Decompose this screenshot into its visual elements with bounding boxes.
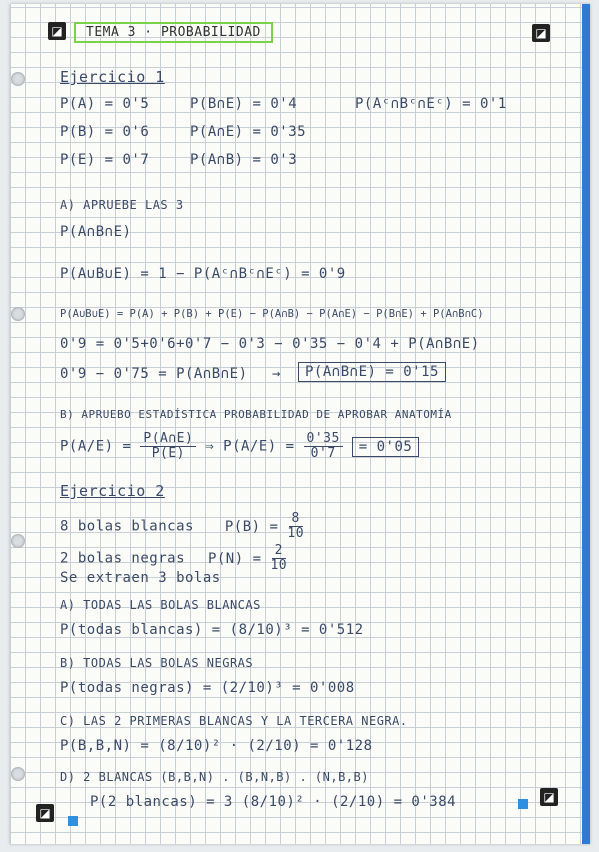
arrow-icon: →: [272, 366, 281, 382]
notebook-page: [10, 4, 590, 844]
given-pae: P(A∩E) = 0'35: [190, 124, 307, 140]
part-b-label: B) TODAS LAS BOLAS NEGRAS: [60, 656, 254, 670]
fraction: $\frac{P(A\cap E)}{P(E)}$: [140, 432, 196, 461]
corner-logo-icon: ◪: [36, 804, 54, 822]
given-pab: P(A∩B) = 0'3: [190, 152, 298, 168]
fraction: $\frac{0'35}{0'7}$: [304, 432, 343, 461]
part-d-formula: P(2 blancas) = 3 (8/10)² · (2/10) = 0'384: [90, 794, 457, 810]
answer-a-box: P(A∩B∩E) = 0'15: [298, 362, 446, 382]
page-title: TEMA 3 · PROBABILIDAD: [74, 22, 273, 43]
part-d-label: D) 2 BLANCAS (B,B,N) . (B,N,B) . (N,B,B): [60, 770, 369, 784]
ex1-line-4: 0'9 = 0'5+0'6+0'7 − 0'3 − 0'35 − 0'4 + P(A∩B∩E): [60, 336, 480, 352]
black-balls-line: 2 bolas negras P(N) = $\frac{2}{10}$: [60, 543, 288, 573]
ex1-line-5: 0'9 − 0'75 = P(A∩B∩E): [60, 366, 248, 382]
corner-logo-icon: ◪: [532, 24, 550, 42]
binder-hole: [11, 307, 25, 321]
page-edge-stripe: [582, 4, 590, 844]
part-b-formula: P(todas negras) = (2/10)³ = 0'008: [60, 680, 355, 696]
part-c-formula: P(B,B,N) = (8/10)² · (2/10) = 0'128: [60, 738, 373, 754]
corner-logo-icon: ◪: [540, 788, 558, 806]
blue-marker-dot: [68, 816, 78, 826]
fraction: $\frac{2}{10}$: [270, 543, 288, 573]
part-a-label: A) TODAS LAS BOLAS BLANCAS: [60, 598, 261, 612]
part-b-label: B) APRUEBO ESTADÍSTICA PROBABILIDAD DE APROBAR ANATOMÍA: [60, 408, 452, 421]
part-a-label: A) APRUEBE LAS 3: [60, 198, 184, 212]
exercise-2-heading: Ejercicio 2: [60, 482, 165, 500]
given-complement: P(Aᶜ∩Bᶜ∩Eᶜ) = 0'1: [355, 96, 507, 112]
ex1-line-1: P(A∩B∩E): [60, 224, 132, 240]
corner-logo-icon: ◪: [48, 22, 66, 40]
binder-hole: [11, 72, 25, 86]
part-c-label: C) LAS 2 PRIMERAS BLANCAS Y LA TERCERA NEGRA.: [60, 714, 408, 728]
part-b-formula: [60, 432, 419, 461]
draw-statement: Se extraen 3 bolas: [60, 570, 221, 586]
given-pbe: P(B∩E) = 0'4: [190, 96, 298, 112]
part-b-mid: ⇒ P(A/E) =: [205, 438, 295, 455]
given-pa: P(A) = 0'5: [60, 96, 150, 112]
part-b-lhs: P(A/E) =: [60, 438, 132, 455]
ex1-line-2: P(A∪B∪E) = 1 − P(Aᶜ∩Bᶜ∩Eᶜ) = 0'9: [60, 266, 346, 282]
answer-b-box: = 0'05: [352, 437, 420, 457]
given-pb: P(B) = 0'6: [60, 124, 150, 140]
exercise-1-heading: Ejercicio 1: [60, 68, 165, 86]
blue-marker-dot: [518, 799, 528, 809]
ex1-line-3: P(A∪B∪E) = P(A) + P(B) + P(E) − P(A∩B) − P(A∩E) − P(B∩E) + P(A∩B∩C): [60, 308, 484, 320]
binder-hole: [11, 534, 25, 548]
fraction: $\frac{8}{10}$: [287, 511, 305, 541]
white-balls-line: 8 bolas blancas P(B) = $\frac{8}{10}$: [60, 511, 305, 541]
binder-hole: [11, 767, 25, 781]
given-pe: P(E) = 0'7: [60, 152, 150, 168]
part-a-formula: P(todas blancas) = (8/10)³ = 0'512: [60, 622, 364, 638]
